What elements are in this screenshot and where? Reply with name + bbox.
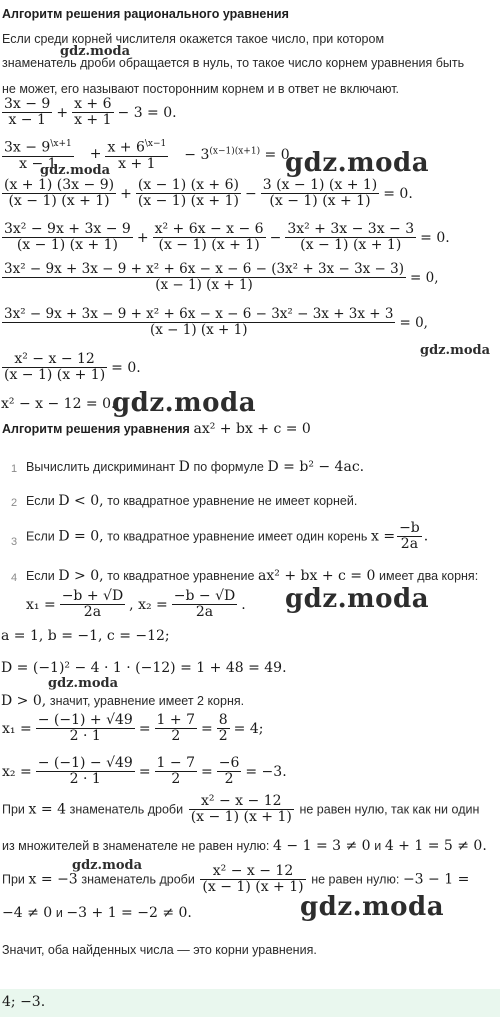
check-x-4: При x = 4 знаменатель дроби $\frac{\text{x² − x − 12}}{(x - 1) (x + 1)}$ не равен нулю, так как ни один [2,793,480,825]
list-number: 2 [11,497,18,509]
fraction: $\frac{-b + √D}{2a}$ [61,588,124,620]
algo-item-3: Если D = 0, то квадратное уравнение имеет один корень x = $\frac{-b}{2a}$ . [26,520,429,552]
fraction: $\frac{x + 6}{x + 1}$ [74,96,112,128]
fraction: $\frac{3 (x - 1) (x + 1)}{(x - 1) (x + 1)}$ [262,177,378,209]
answer-box [0,989,500,1017]
equation-step-7: $\frac{\text{x² − x − 12}}{(x - 1) (x + 1)}$ = 0. [4,351,141,383]
quadratic-roots-formula: x₁ = $\frac{-b + √D}{2a}$ , x₂ = $\frac{-b - √D}{2a}$ . [26,588,246,620]
coefficients: a = 1, b = −1, c = −12; [1,628,170,644]
section-heading-quadratic: Алгоритм решения уравнения ax² + bx + c = 0 [2,421,311,437]
equation-step-1: $\frac{3x - 9}{x - 1}$ + $\frac{x + 6}{x + 1}$ − 3 = 0. [4,96,177,128]
watermark: gdz.moda [285,584,430,614]
conclusion: Значит, оба найденных числа — это корни уравнения. [2,943,317,957]
watermark: gdz.moda [40,163,111,178]
equation-step-6: $\frac{\text{3x² − 9x + 3x − 9 + x² + 6x − x − 6 − 3x² − 3x + 3x + 3}}{(x - 1) (x + 1)}$ = 0, [4,306,428,338]
fraction: $\frac{- (-1) + √49}{2 \cdot 1}$ [37,712,133,744]
list-number: 3 [11,536,18,548]
fraction: $\frac{-b}{2a}$ [399,520,420,552]
intro-line-1: Если среди корней числителя окажется такое число, при котором [2,32,385,46]
fraction: $\frac{-6}{2}$ [218,755,240,787]
fraction: $\frac{\text{x² − x − 12}}{(x - 1) (x + 1)}$ [202,863,304,895]
check-x-4-factors: из множителей в знаменателе не равен нулю: 4 − 1 = 3 ≠ 0 и 4 + 1 = 5 ≠ 0. [2,838,487,854]
fraction: $\frac{- (-1) - √49}{2 \cdot 1}$ [37,755,133,787]
answer-text: 4; −3. [2,994,46,1010]
intro-line-2: знаменатель дроби обращается в нуль, то такое число корнем уравнения быть [2,56,465,70]
fraction: $\frac{-b - √D}{2a}$ [173,588,236,620]
watermark: gdz.moda [420,343,491,358]
equation-step-3: $\frac{(x + 1) (3x - 9)}{(x - 1) (x + 1)}$ + $\frac{(x - 1) (x + 6)}{(x - 1) (x + 1)}$ − $\frac{3 (x - 1) (x + 1)}{(x - 1) (x + 1)}$ = 0. [4,177,413,209]
list-number: 1 [11,463,18,475]
algo-item-1: Вычислить дискриминант D по формуле D = b² − 4ac. [26,459,365,475]
watermark: gdz.moda [72,858,143,873]
equation-step-4: $\frac{\text{3x² − 9x + 3x − 9}}{(x - 1) (x + 1)}$ + $\frac{\text{x² + 6x − x − 6}}{(x - 1) (x + 1)}$ − $\frac{\text{3x² + 3x − 3x − 3}}{(x - 1) (x + 1)}$ = 0. [4,221,450,253]
fraction: $\frac{\text{3x² − 9x + 3x − 9}}{(x - 1) (x + 1)}$ [4,221,131,253]
fraction: $\frac{\text{3x² − 9x + 3x − 9 + x² + 6x − x − 6 − 3x² − 3x + 3x + 3}}{(x - 1) (x + 1)}$ [4,306,394,338]
root-x1: x₁ = $\frac{- (-1) + √49}{2 \cdot 1}$ = $\frac{1 + 7}{2}$ = $\frac{8}{2}$ = 4; [2,712,264,744]
fraction: $\frac{(x - 1) (x + 6)}{(x - 1) (x + 1)}$ [137,177,239,209]
fraction: $\frac{\text{3x² + 3x − 3x − 3}}{(x - 1) (x + 1)}$ [287,221,415,253]
equation-step-5: $\frac{\text{3x² − 9x + 3x − 9 + x² + 6x − x − 6 − (3x² + 3x − 3x − 3)}}{(x - 1) (x + 1)}$ = 0, [4,261,439,293]
fraction: $\frac{8}{2}$ [218,712,228,744]
fraction: $\frac{\text{x² − x − 12}}{(x - 1) (x + 1)}$ [190,793,292,825]
algo-item-2: Если D < 0, то квадратное уравнение не имеет корней. [26,493,358,509]
check-x-minus-3-factors: −4 ≠ 0 и −3 + 1 = −2 ≠ 0. [2,905,192,921]
fraction: $\frac{3x - 9^{\backslash x+1}}{x - 1}$ [4,139,72,172]
watermark: gdz.moda [48,676,119,691]
discriminant-positive: D > 0, значит, уравнение имеет 2 корня. [1,693,245,709]
watermark: gdz.moda [60,44,131,59]
equation-step-2: $\frac{3x - 9^{\backslash x+1}}{x - 1}$ + $\frac{x + 6^{\backslash x-1}}{x + 1}$ − $3^{(x-1)(x+1)} = 0$. [4,139,295,172]
discriminant-calc: D = (−1)² − 4 · 1 · (−12) = 1 + 48 = 49. [1,660,287,676]
fraction: $\frac{\text{3x² − 9x + 3x − 9 + x² + 6x − x − 6 − (3x² + 3x − 3x − 3)}}{(x - 1) (x + 1)}$ [4,261,405,293]
fraction: $\frac{(x + 1) (3x - 9)}{(x - 1) (x + 1)}$ [4,177,115,209]
fraction: $\frac{\text{x² − x − 12}}{(x - 1) (x + 1)}$ [4,351,106,383]
watermark: gdz.moda [112,388,257,418]
root-x2: x₂ = $\frac{- (-1) - √49}{2 \cdot 1}$ = $\frac{1 - 7}{2}$ = $\frac{-6}{2}$ = −3. [2,755,287,787]
fraction: $\frac{\text{x² + 6x − x − 6}}{(x - 1) (x + 1)}$ [154,221,264,253]
intro-line-3: не может, его называют посторонним корнем и в ответ не включают. [2,82,400,96]
fraction: $\frac{3x - 9}{x - 1}$ [4,96,51,128]
fraction: $\frac{1 + 7}{2}$ [156,712,195,744]
watermark: gdz.moda [285,148,430,178]
fraction: $\frac{x + 6^{\backslash x-1}}{x + 1}$ [107,139,167,172]
list-number: 4 [11,572,18,584]
algo-item-4: Если D > 0, то квадратное уравнение ax² + bx + c = 0 имеет два корня: [26,568,479,584]
watermark: gdz.moda [300,892,445,922]
section-heading-rational-equation: Алгоритм решения рационального уравнения [2,7,289,21]
fraction: $\frac{1 - 7}{2}$ [156,755,195,787]
check-x-minus-3: При x = −3 знаменатель дроби $\frac{\text{x² − x − 12}}{(x - 1) (x + 1)}$ не равен нулю: −3 − 1 = [2,863,470,895]
equation-step-8: x² − x − 12 = 0. [1,396,116,412]
